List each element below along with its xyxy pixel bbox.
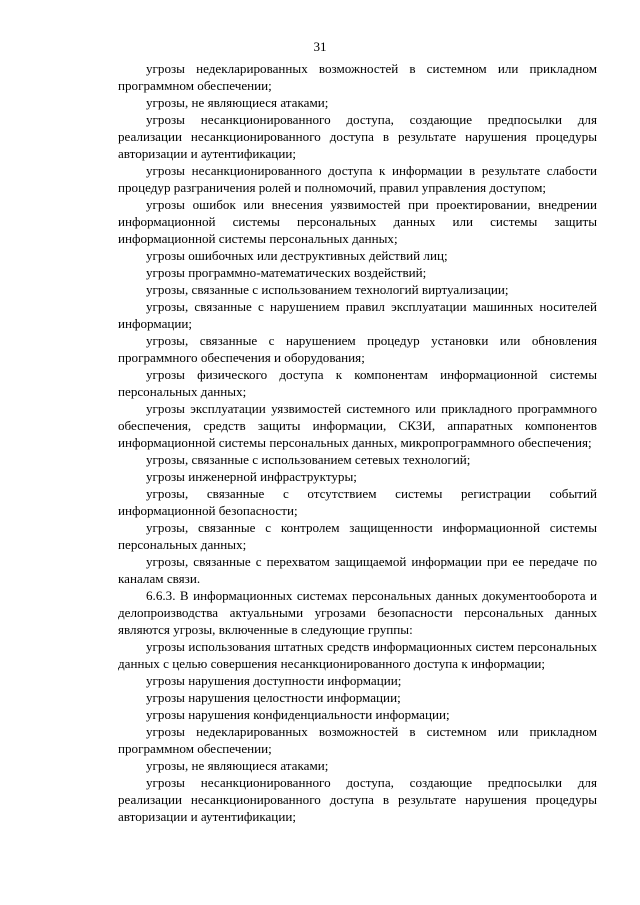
paragraph: угрозы, связанные с отсутствием системы регистрации событий информационной безопасности;: [118, 486, 597, 518]
paragraph: угрозы, не являющиеся атаками;: [146, 758, 329, 773]
paragraph: угрозы нарушения целостности информации;: [146, 690, 401, 705]
paragraph: угрозы физического доступа к компонентам информационной системы персональных данных;: [118, 367, 597, 399]
paragraph: угрозы ошибок или внесения уязвимостей при проектировании, внедрении информационной системы персональных данных или системы защиты информационной системы персональных данных;: [118, 197, 597, 246]
paragraph: угрозы недекларированных возможностей в системном или прикладном программном обеспечении;: [118, 724, 597, 756]
paragraph: угрозы, связанные с контролем защищенности информационной системы персональных данных;: [118, 520, 597, 552]
paragraph: угрозы, связанные с использованием технологий виртуализации;: [146, 282, 509, 297]
paragraph: угрозы эксплуатации уязвимостей системного или прикладного программного обеспечения, средств защиты информации, СКЗИ, аппаратных компонентов информационной системы персональных данных, микропрограммного обеспечения;: [118, 401, 597, 450]
paragraph: угрозы программно-математических воздействий;: [146, 265, 427, 280]
paragraph: угрозы несанкционированного доступа, создающие предпосылки для реализации несанкционированного доступа в результате нарушения процедуры авторизации и аутентификации;: [118, 112, 597, 161]
paragraph: угрозы несанкционированного доступа к информации в результате слабости процедур разграничения ролей и полномочий, правил управления доступом;: [118, 163, 597, 195]
paragraph: угрозы, связанные с нарушением процедур установки или обновления программного обеспечения и оборудования;: [118, 333, 597, 365]
paragraph: угрозы ошибочных или деструктивных действий лиц;: [146, 248, 448, 263]
paragraph: угрозы, связанные с перехватом защищаемой информации при ее передаче по каналам связи.: [118, 554, 597, 586]
paragraph: угрозы нарушения доступности информации;: [146, 673, 402, 688]
document-body: [118, 60, 597, 825]
paragraph: угрозы нарушения конфиденциальности информации;: [146, 707, 450, 722]
section-paragraph: 6.6.3. В информационных системах персональных данных документооборота и делопроизводства актуальными угрозами безопасности персональных данных являются угрозы, включенные в следующие группы:: [118, 588, 597, 637]
page-number: 31: [313, 39, 327, 54]
paragraph: угрозы, связанные с использованием сетевых технологий;: [146, 452, 471, 467]
paragraph: угрозы, связанные с нарушением правил эксплуатации машинных носителей информации;: [118, 299, 597, 331]
paragraph: угрозы, не являющиеся атаками;: [146, 95, 329, 110]
paragraph: угрозы несанкционированного доступа, создающие предпосылки для реализации несанкционированного доступа в результате нарушения процедуры авторизации и аутентификации;: [118, 775, 597, 824]
paragraph: угрозы недекларированных возможностей в системном или прикладном программном обеспечении;: [118, 61, 597, 93]
paragraph: угрозы использования штатных средств информационных систем персональных данных с целью совершения несанкционированного доступа к информации;: [118, 639, 597, 671]
paragraph: угрозы инженерной инфраструктуры;: [146, 469, 357, 484]
